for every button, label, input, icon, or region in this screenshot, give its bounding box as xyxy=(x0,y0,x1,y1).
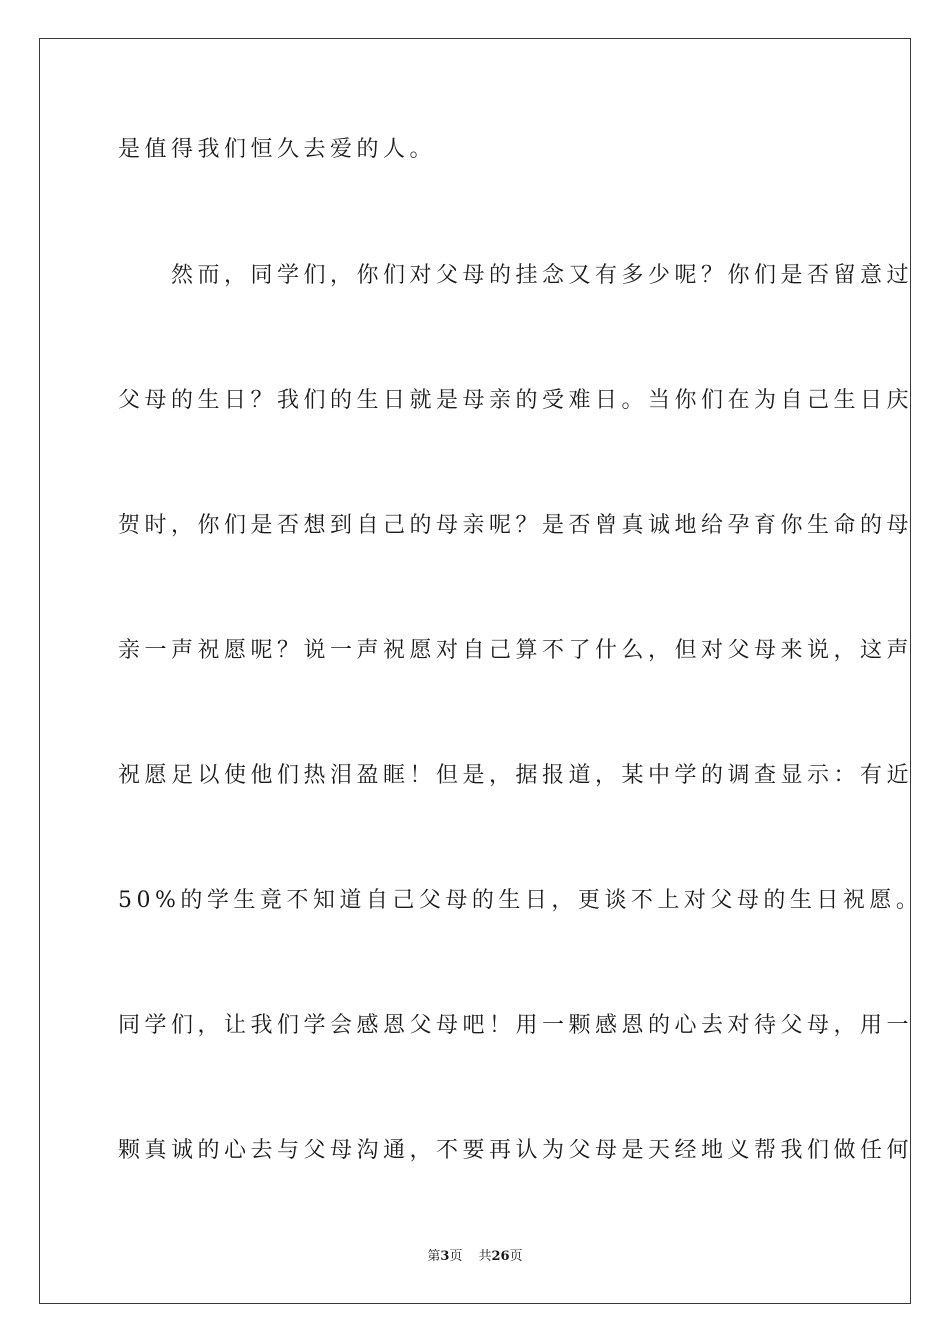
body-text-line: 然而，同学们，你们对父母的挂念又有多少呢？你们是否留意过 xyxy=(118,263,914,288)
body-text-line: 颗真诚的心去与父母沟通，不要再认为父母是天经地义帮我们做任何 xyxy=(118,1138,914,1163)
body-text-line: 50%的学生竟不知道自己父母的生日，更谈不上对父母的生日祝愿。 xyxy=(118,888,923,913)
body-text-line: 祝愿足以使他们热泪盈眶！但是，据报道，某中学的调查显示：有近 xyxy=(118,763,914,788)
body-text-line: 亲一声祝愿呢？说一声祝愿对自己算不了什么，但对父母来说，这声 xyxy=(118,638,914,663)
body-text-line: 同学们，让我们学会感恩父母吧！用一颗感恩的心去对待父母，用一 xyxy=(118,1013,914,1038)
page-border xyxy=(39,38,914,1304)
page-footer xyxy=(0,1248,950,1266)
total-suffix: 页 xyxy=(509,1249,523,1264)
body-text-line: 是值得我们恒久去爱的人。 xyxy=(118,137,437,162)
body-text-line: 贺时，你们是否想到自己的母亲呢？是否曾真诚地给孕育你生命的母 xyxy=(118,513,914,538)
page-suffix: 页 xyxy=(449,1249,463,1264)
body-text-line: 父母的生日？我们的生日就是母亲的受难日。当你们在为自己生日庆 xyxy=(118,388,914,413)
page-prefix: 第 xyxy=(427,1249,441,1264)
page-number: 3 xyxy=(440,1249,450,1264)
total-pages: 26 xyxy=(491,1249,510,1264)
total-prefix: 共 xyxy=(478,1249,492,1264)
